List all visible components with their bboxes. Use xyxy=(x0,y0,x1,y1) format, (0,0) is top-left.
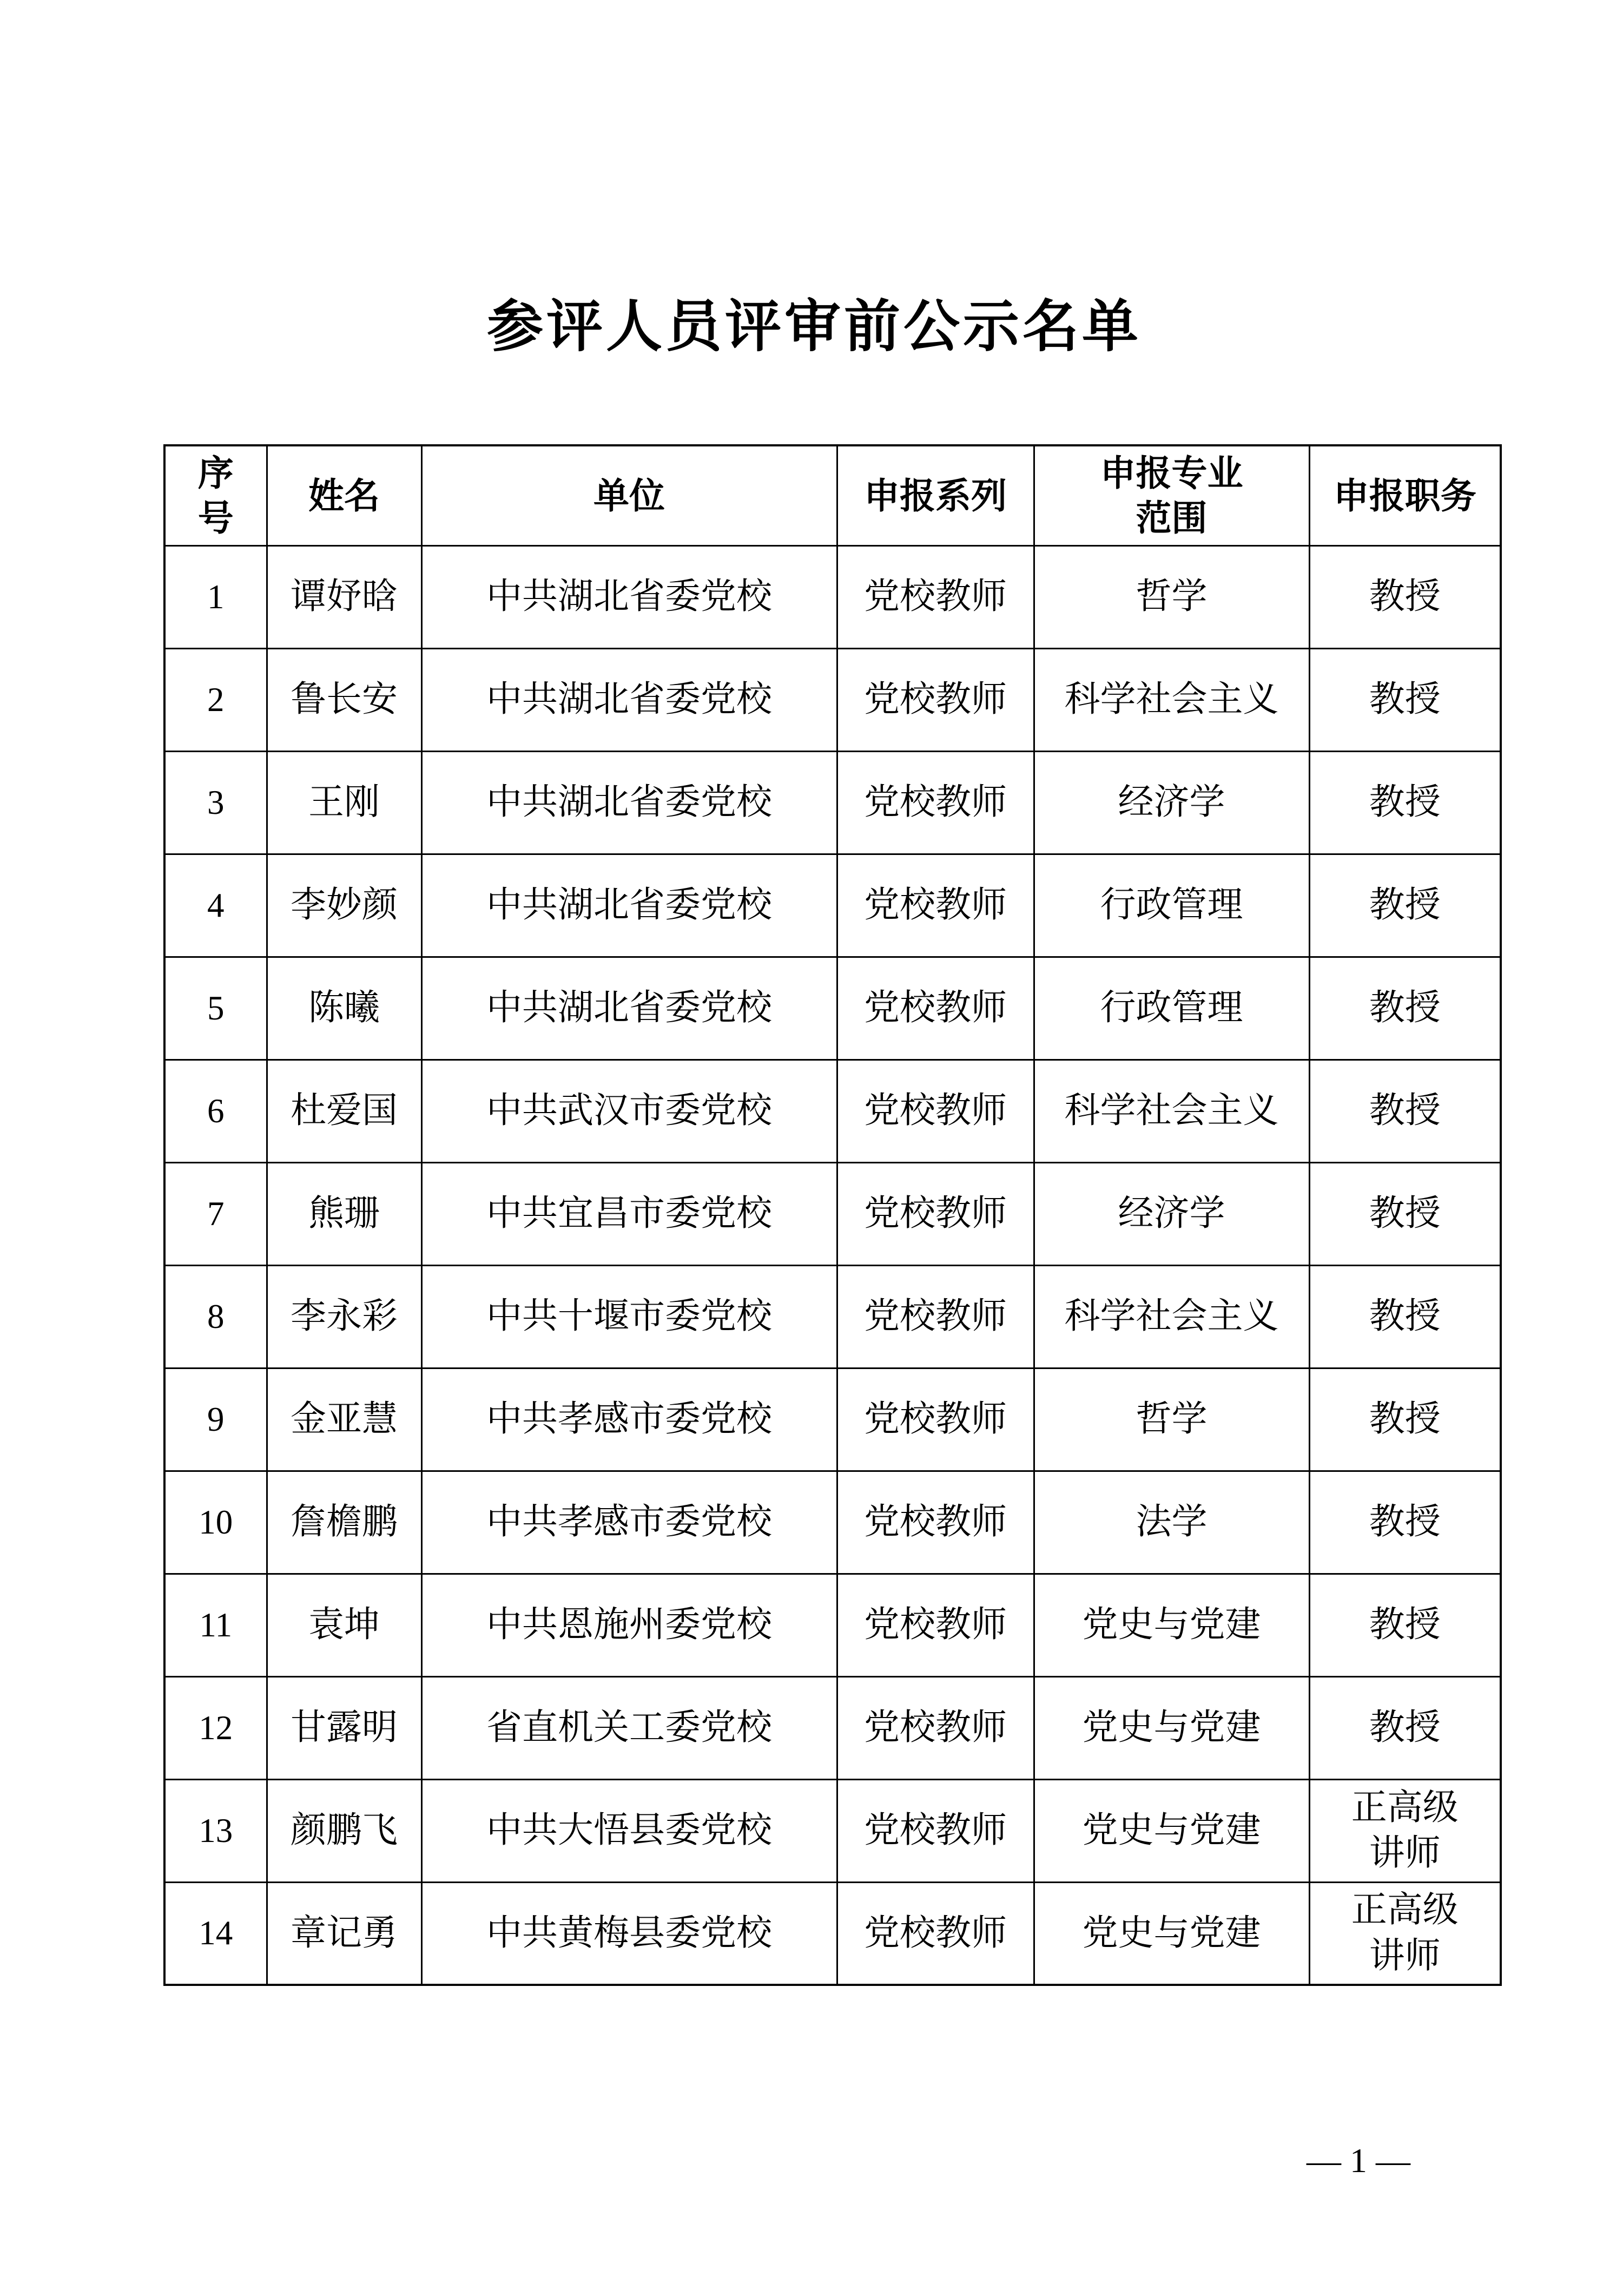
position-text: 教授 xyxy=(1369,988,1441,1028)
unit-text: 中共十堰市委党校 xyxy=(486,1296,772,1336)
page-title: 参评人员评审前公示名单 xyxy=(486,296,1142,358)
position-text: 教授 xyxy=(1369,1707,1441,1747)
cell-unit xyxy=(421,1162,837,1265)
cell-field xyxy=(1034,1882,1309,1985)
cell-name xyxy=(267,1060,421,1162)
table-row xyxy=(164,1471,1501,1574)
position-text: 教授 xyxy=(1369,1399,1441,1439)
cell-position xyxy=(1309,854,1501,957)
cell-name xyxy=(267,1574,421,1676)
header-no xyxy=(164,445,267,545)
cell-position xyxy=(1309,1471,1501,1574)
page-number: — 1 — xyxy=(1307,2141,1410,2180)
no-text: 8 xyxy=(207,1297,225,1336)
cell-position xyxy=(1309,648,1501,751)
cell-position xyxy=(1309,1265,1501,1368)
table-row xyxy=(164,957,1501,1060)
position-text: 教授 xyxy=(1369,1604,1441,1644)
table-row xyxy=(164,1265,1501,1368)
cell-name xyxy=(267,751,421,854)
cell-field xyxy=(1034,957,1309,1060)
field-text: 科学社会主义 xyxy=(1064,1296,1279,1336)
position-text: 正高级讲师 xyxy=(1351,1787,1459,1873)
field-text: 哲学 xyxy=(1136,1399,1208,1439)
series-text: 党校教师 xyxy=(864,885,1007,925)
cell-no xyxy=(164,1779,267,1882)
cell-series xyxy=(837,1368,1034,1471)
cell-field xyxy=(1034,1574,1309,1676)
cell-unit xyxy=(421,957,837,1060)
table-row xyxy=(164,1676,1501,1779)
cell-name xyxy=(267,1676,421,1779)
name-text: 颜鹏飞 xyxy=(291,1810,398,1850)
no-text: 10 xyxy=(199,1503,233,1541)
no-text: 14 xyxy=(199,1914,233,1952)
cell-series xyxy=(837,1574,1034,1676)
series-text: 党校教师 xyxy=(864,1502,1007,1542)
name-text: 杜爱国 xyxy=(291,1090,398,1130)
table-row xyxy=(164,1162,1501,1265)
field-text: 党史与党建 xyxy=(1082,1810,1261,1850)
cell-field xyxy=(1034,1368,1309,1471)
unit-text: 中共黄梅县委党校 xyxy=(486,1913,772,1953)
series-text: 党校教师 xyxy=(864,1296,1007,1336)
cell-name xyxy=(267,545,421,648)
series-text: 党校教师 xyxy=(864,1913,1007,1953)
position-text: 教授 xyxy=(1369,1502,1441,1542)
cell-position xyxy=(1309,1162,1501,1265)
series-text: 党校教师 xyxy=(864,782,1007,822)
cell-no xyxy=(164,957,267,1060)
cell-position xyxy=(1309,1574,1501,1676)
name-text: 章记勇 xyxy=(291,1913,398,1953)
field-text: 经济学 xyxy=(1118,782,1225,822)
unit-text: 中共宜昌市委党校 xyxy=(486,1193,772,1233)
field-text: 党史与党建 xyxy=(1082,1604,1261,1644)
field-text: 哲学 xyxy=(1136,576,1208,616)
table-body xyxy=(164,545,1501,1985)
table-row xyxy=(164,1779,1501,1882)
cell-position xyxy=(1309,1676,1501,1779)
cell-field xyxy=(1034,1779,1309,1882)
position-text: 教授 xyxy=(1369,1090,1441,1130)
name-text: 王刚 xyxy=(308,782,380,822)
unit-text: 中共湖北省委党校 xyxy=(486,679,772,719)
series-text: 党校教师 xyxy=(864,1707,1007,1747)
header-unit xyxy=(421,445,837,545)
unit-text: 中共大悟县委党校 xyxy=(486,1810,772,1850)
name-text: 李妙颜 xyxy=(291,885,398,925)
unit-text: 中共孝感市委党校 xyxy=(486,1399,772,1439)
cell-position xyxy=(1309,1779,1501,1882)
cell-field xyxy=(1034,1471,1309,1574)
position-text: 教授 xyxy=(1369,1193,1441,1233)
cell-name xyxy=(267,1471,421,1574)
cell-unit xyxy=(421,854,837,957)
cell-series xyxy=(837,751,1034,854)
header-no-label: 序号 xyxy=(197,453,234,538)
position-text: 教授 xyxy=(1369,679,1441,719)
table-row xyxy=(164,1368,1501,1471)
cell-unit xyxy=(421,545,837,648)
table-header xyxy=(164,445,1501,545)
table-row xyxy=(164,854,1501,957)
position-text: 正高级讲师 xyxy=(1351,1890,1459,1976)
series-text: 党校教师 xyxy=(864,1090,1007,1130)
cell-name xyxy=(267,1162,421,1265)
name-text: 袁坤 xyxy=(308,1604,380,1644)
unit-text: 省直机关工委党校 xyxy=(486,1707,772,1747)
cell-no xyxy=(164,1162,267,1265)
no-text: 5 xyxy=(207,989,225,1027)
name-text: 鲁长安 xyxy=(291,679,398,719)
series-text: 党校教师 xyxy=(864,1193,1007,1233)
table-row xyxy=(164,1882,1501,1985)
header-field-label: 申报专业范围 xyxy=(1100,453,1243,538)
position-text: 教授 xyxy=(1369,576,1441,616)
cell-name xyxy=(267,1882,421,1985)
name-text: 李永彩 xyxy=(291,1296,398,1336)
header-unit-label: 单位 xyxy=(593,475,665,516)
cell-unit xyxy=(421,1265,837,1368)
cell-unit xyxy=(421,648,837,751)
cell-no xyxy=(164,854,267,957)
cell-field xyxy=(1034,854,1309,957)
header-series-label: 申报系列 xyxy=(864,475,1007,516)
series-text: 党校教师 xyxy=(864,988,1007,1028)
cell-position xyxy=(1309,1060,1501,1162)
cell-no xyxy=(164,1471,267,1574)
cell-field xyxy=(1034,1060,1309,1162)
cell-position xyxy=(1309,1882,1501,1985)
cell-field xyxy=(1034,545,1309,648)
header-position-label: 申报职务 xyxy=(1333,475,1476,516)
cell-series xyxy=(837,1779,1034,1882)
no-text: 12 xyxy=(199,1708,233,1747)
field-text: 行政管理 xyxy=(1100,885,1243,925)
no-text: 13 xyxy=(199,1811,233,1850)
cell-position xyxy=(1309,751,1501,854)
no-text: 1 xyxy=(207,577,225,616)
cell-no xyxy=(164,1265,267,1368)
cell-no xyxy=(164,1882,267,1985)
unit-text: 中共武汉市委党校 xyxy=(486,1090,772,1130)
cell-field xyxy=(1034,1162,1309,1265)
unit-text: 中共湖北省委党校 xyxy=(486,885,772,925)
cell-no xyxy=(164,1574,267,1676)
cell-field xyxy=(1034,751,1309,854)
table-row xyxy=(164,1574,1501,1676)
no-text: 9 xyxy=(207,1400,225,1438)
cell-field xyxy=(1034,1265,1309,1368)
cell-unit xyxy=(421,1779,837,1882)
cell-series xyxy=(837,648,1034,751)
cell-series xyxy=(837,1676,1034,1779)
cell-name xyxy=(267,1368,421,1471)
field-text: 法学 xyxy=(1136,1502,1208,1542)
series-text: 党校教师 xyxy=(864,576,1007,616)
series-text: 党校教师 xyxy=(864,1399,1007,1439)
table-row xyxy=(164,545,1501,648)
header-name-label: 姓名 xyxy=(308,475,380,516)
cell-unit xyxy=(421,751,837,854)
no-text: 4 xyxy=(207,886,225,924)
field-text: 科学社会主义 xyxy=(1064,1090,1279,1130)
cell-unit xyxy=(421,1574,837,1676)
header-name xyxy=(267,445,421,545)
cell-series xyxy=(837,545,1034,648)
cell-name xyxy=(267,957,421,1060)
field-text: 党史与党建 xyxy=(1082,1913,1261,1953)
cell-series xyxy=(837,854,1034,957)
cell-field xyxy=(1034,1676,1309,1779)
cell-name xyxy=(267,854,421,957)
name-text: 詹檐鹏 xyxy=(291,1502,398,1542)
cell-no xyxy=(164,1676,267,1779)
roster-table xyxy=(163,444,1502,1986)
cell-position xyxy=(1309,545,1501,648)
name-text: 陈曦 xyxy=(308,988,380,1028)
unit-text: 中共湖北省委党校 xyxy=(486,988,772,1028)
field-text: 党史与党建 xyxy=(1082,1707,1261,1747)
unit-text: 中共孝感市委党校 xyxy=(486,1502,772,1542)
table-row xyxy=(164,648,1501,751)
no-text: 7 xyxy=(207,1194,225,1233)
cell-no xyxy=(164,1060,267,1162)
field-text: 经济学 xyxy=(1118,1193,1225,1233)
cell-position xyxy=(1309,1368,1501,1471)
cell-series xyxy=(837,957,1034,1060)
name-text: 甘露明 xyxy=(291,1707,398,1747)
cell-unit xyxy=(421,1368,837,1471)
series-text: 党校教师 xyxy=(864,1810,1007,1850)
cell-no xyxy=(164,545,267,648)
field-text: 行政管理 xyxy=(1100,988,1243,1028)
series-text: 党校教师 xyxy=(864,1604,1007,1644)
cell-series xyxy=(837,1265,1034,1368)
unit-text: 中共湖北省委党校 xyxy=(486,782,772,822)
name-text: 金亚慧 xyxy=(291,1399,398,1439)
header-position xyxy=(1309,445,1501,545)
header-series xyxy=(837,445,1034,545)
cell-no xyxy=(164,751,267,854)
cell-field xyxy=(1034,648,1309,751)
field-text: 科学社会主义 xyxy=(1064,679,1279,719)
cell-unit xyxy=(421,1060,837,1162)
no-text: 6 xyxy=(207,1091,225,1130)
name-text: 谭妤晗 xyxy=(291,576,398,616)
cell-series xyxy=(837,1060,1034,1162)
cell-unit xyxy=(421,1676,837,1779)
cell-no xyxy=(164,1368,267,1471)
cell-unit xyxy=(421,1471,837,1574)
unit-text: 中共恩施州委党校 xyxy=(486,1604,772,1644)
no-text: 11 xyxy=(199,1606,233,1644)
name-text: 熊珊 xyxy=(308,1193,380,1233)
no-text: 3 xyxy=(207,783,225,821)
table-row xyxy=(164,751,1501,854)
cell-no xyxy=(164,648,267,751)
position-text: 教授 xyxy=(1369,1296,1441,1336)
cell-position xyxy=(1309,957,1501,1060)
cell-name xyxy=(267,648,421,751)
header-row xyxy=(164,445,1501,545)
cell-unit xyxy=(421,1882,837,1985)
cell-series xyxy=(837,1471,1034,1574)
cell-name xyxy=(267,1265,421,1368)
position-text: 教授 xyxy=(1369,885,1441,925)
no-text: 2 xyxy=(207,680,225,719)
unit-text: 中共湖北省委党校 xyxy=(486,576,772,616)
cell-series xyxy=(837,1162,1034,1265)
header-field xyxy=(1034,445,1309,545)
table-row xyxy=(164,1060,1501,1162)
series-text: 党校教师 xyxy=(864,679,1007,719)
position-text: 教授 xyxy=(1369,782,1441,822)
cell-series xyxy=(837,1882,1034,1985)
cell-name xyxy=(267,1779,421,1882)
